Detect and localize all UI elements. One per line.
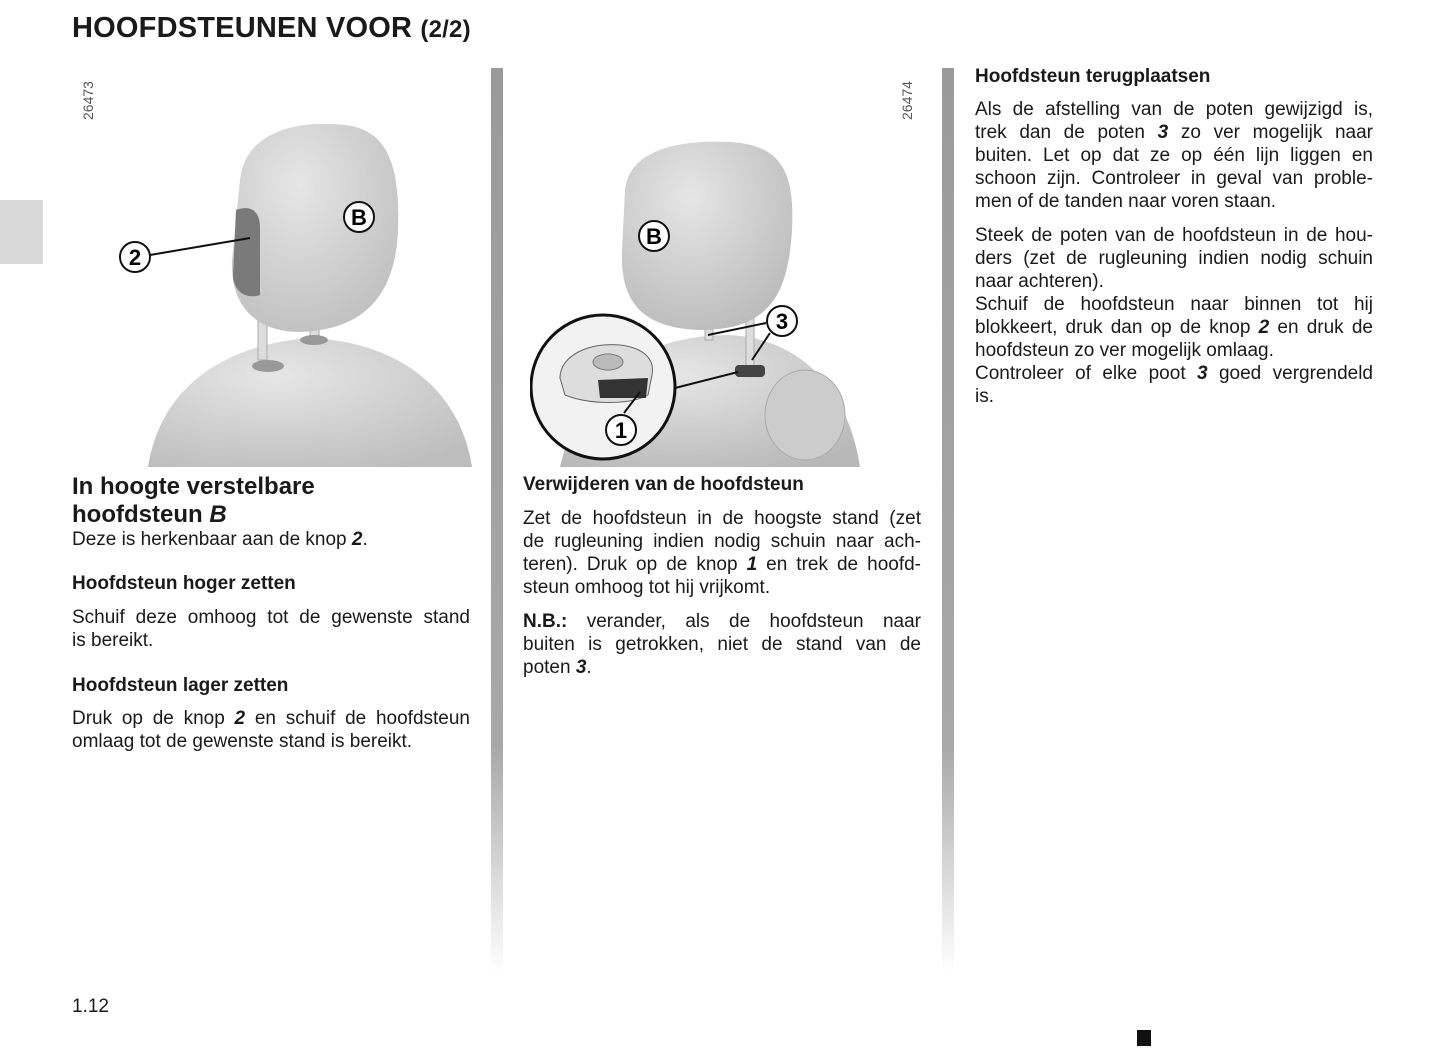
subheading-refit — [975, 65, 1373, 88]
text-segment: Steek de poten van de hoofdsteun in de hou- — [975, 225, 1373, 246]
note-paragraph — [523, 610, 921, 679]
text-line — [523, 656, 921, 679]
emphasis-text: 3 — [575, 657, 587, 678]
text-line — [72, 572, 470, 595]
text-line — [72, 707, 470, 730]
text-line — [975, 144, 1373, 167]
text-line — [72, 606, 470, 629]
text-line — [975, 65, 1373, 88]
paragraph — [975, 224, 1373, 293]
emphasis-text: 2 — [351, 529, 363, 550]
subheading-raise — [72, 572, 470, 595]
emphasis-text: B — [209, 501, 227, 528]
text-segment: Hoofdsteun lager zetten — [72, 675, 289, 696]
text-segment: Controleer of elke poot — [975, 363, 1197, 384]
text-segment: omlaag tot de gewenste stand is bereikt. — [72, 731, 413, 752]
text-line — [975, 121, 1373, 144]
section-heading-adjustable-headrest — [72, 473, 470, 529]
text-segment: en trek de hoofd- — [757, 554, 922, 575]
text-line — [72, 674, 470, 697]
text-segment: verander, als de hoofdsteun naar — [567, 611, 921, 632]
text-segment: blokkeert, druk dan op de knop — [975, 317, 1259, 338]
text-segment: Hoofdsteun hoger zetten — [72, 573, 296, 594]
text-segment: de rugleuning indien nodig schuin naar ach- — [523, 531, 921, 552]
text-segment: goed vergrendeld — [1207, 363, 1373, 384]
headrest-illustration-2 — [530, 130, 870, 468]
text-segment: naar achteren). — [975, 271, 1104, 292]
text-line — [975, 339, 1373, 362]
text-segment: Schuif de hoofdsteun naar binnen tot hij — [975, 294, 1373, 315]
section-tab — [0, 200, 43, 264]
text-segment: poten — [523, 657, 576, 678]
callout-label: B — [646, 224, 662, 249]
text-segment: Verwijderen van de hoofdsteun — [523, 474, 804, 495]
text-line — [72, 730, 470, 753]
subheading-lower — [72, 674, 470, 697]
text-segment: ders (zet de rugleuning indien nodig schuin — [975, 248, 1373, 269]
paragraph — [72, 606, 470, 652]
text-segment: Schuif deze omhoog tot de gewenste stand — [72, 607, 470, 628]
headrest-illustration-1 — [100, 110, 475, 468]
text-line — [523, 507, 921, 530]
text-segment: . — [362, 529, 368, 550]
emphasis-text: N.B.: — [523, 611, 568, 632]
text-line — [975, 362, 1373, 385]
paragraph — [975, 293, 1373, 362]
text-line — [975, 247, 1373, 270]
page-number: 1.12 — [72, 996, 109, 1017]
text-segment: schoon zijn. Controleer in geval van proble- — [975, 168, 1373, 189]
figure-number: 26473 — [80, 81, 96, 120]
paragraph — [975, 362, 1373, 408]
text-segment: trek dan de poten — [975, 122, 1158, 143]
paragraph — [72, 528, 470, 551]
column-divider — [491, 68, 503, 973]
seat-back — [148, 338, 472, 467]
text-segment: Hoofdsteun terugplaatsen — [975, 66, 1211, 87]
emphasis-text: 3 — [1157, 122, 1169, 143]
text-segment: steun omhoog tot hij vrijkomt. — [523, 577, 771, 598]
text-segment: zo ver mogelijk naar — [1168, 122, 1374, 143]
button-2-shape — [233, 208, 260, 296]
text-line — [523, 473, 921, 496]
callout-label: 2 — [128, 245, 142, 270]
text-line — [72, 629, 470, 652]
text-line — [72, 473, 470, 501]
text-segment: is. — [975, 386, 994, 407]
callout-label: B — [351, 205, 367, 230]
text-line — [523, 633, 921, 656]
text-line — [72, 501, 470, 529]
title-main: HOOFDSTEUNEN VOOR — [72, 12, 413, 44]
emphasis-text: 2 — [234, 708, 246, 729]
text-line — [975, 167, 1373, 190]
column-divider — [942, 68, 954, 973]
text-line — [975, 224, 1373, 247]
callout-label: 1 — [614, 418, 628, 443]
text-segment: hoofdsteun — [72, 501, 210, 528]
text-segment: en druk de — [1269, 317, 1373, 338]
text-line — [975, 98, 1373, 121]
text-segment: . — [586, 657, 592, 678]
text-segment: Deze is herkenbaar aan de knop — [72, 529, 352, 550]
text-segment: hoofdsteun zo ver mogelijk omlaag. — [975, 340, 1274, 361]
text-segment: In hoogte verstelbare — [72, 473, 315, 500]
text-segment: is bereikt. — [72, 630, 154, 651]
text-line — [975, 270, 1373, 293]
subheading-remove — [523, 473, 921, 496]
figure-number: 26474 — [899, 81, 915, 120]
emphasis-text: 2 — [1258, 317, 1270, 338]
paragraph — [975, 98, 1373, 213]
title-part: (2/2) — [420, 16, 471, 43]
text-line — [975, 190, 1373, 213]
text-line — [523, 610, 921, 633]
callout-label: 3 — [775, 309, 789, 334]
text-segment: buiten is getrokken, niet de stand van de — [523, 634, 921, 655]
text-segment: Zet de hoofdsteun in de hoogste stand (zet — [523, 508, 921, 529]
emphasis-text: 3 — [1197, 363, 1208, 384]
text-line — [523, 530, 921, 553]
page-title — [72, 12, 471, 45]
text-segment: men of de tanden naar voren staan. — [975, 191, 1277, 212]
emphasis-text: 1 — [746, 554, 758, 575]
text-segment: teren). Druk op de knop — [523, 554, 747, 575]
text-line — [975, 316, 1373, 339]
paragraph — [72, 707, 470, 753]
text-line — [523, 576, 921, 599]
text-line — [523, 553, 921, 576]
text-line — [72, 528, 470, 551]
text-segment: Als de afstelling van de poten gewijzigd is, — [975, 99, 1373, 120]
text-line — [975, 385, 1373, 408]
text-segment: buiten. Let op dat ze op één lijn liggen en — [975, 145, 1373, 166]
text-line — [975, 293, 1373, 316]
end-of-section-mark — [1137, 1030, 1151, 1046]
text-segment: en schuif de hoofdsteun — [245, 708, 471, 729]
text-segment: Druk op de knop — [72, 708, 235, 729]
paragraph — [523, 507, 921, 599]
